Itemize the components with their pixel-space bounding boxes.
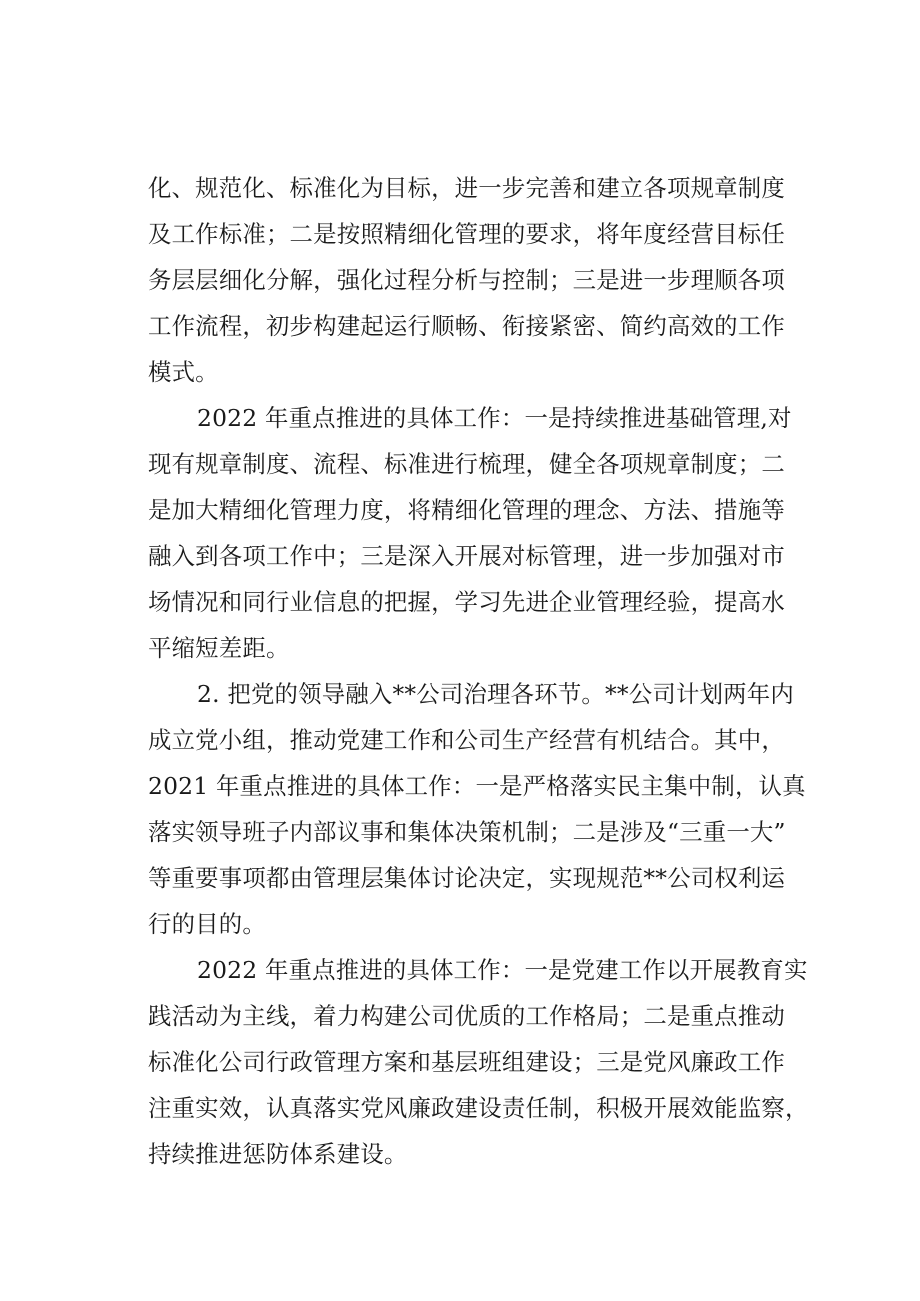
text-line: 等重要事项都由管理层集体讨论决定，实现规范**公司权利运 [148,864,786,892]
text-line: 及工作标准；二是按照精细化管理的要求，将年度经营目标任 [148,220,785,248]
text-line: 落实领导班子内部议事和集体决策机制；二是涉及“三重一大” [148,818,786,846]
text-line: 行的目的。 [148,910,266,938]
text-line: 现有规章制度、流程、标准进行梳理，健全各项规章制度；二 [148,450,785,478]
text-line: 注重实效，认真落实党风廉政建设责任制，积极开展效能监察， [148,1094,809,1122]
paragraph-start: 2022 年重点推进的具体工作：一是党建工作以开展教育实 [197,956,808,984]
text-line: 场情况和同行业信息的把握，学习先进企业管理经验，提高水 [148,588,785,616]
paragraph-start: 2022 年重点推进的具体工作：一是持续推进基础管理,对 [197,404,792,432]
text-line: 工作流程，初步构建起运行顺畅、衔接紧密、简约高效的工作 [148,312,785,340]
text-line: 践活动为主线，着力构建公司优质的工作格局；二是重点推动 [148,1002,785,1030]
text-line: 标准化公司行政管理方案和基层班组建设；三是党风廉政工作 [148,1048,785,1076]
text-line: 是加大精细化管理力度，将精细化管理的理念、方法、措施等 [148,496,785,524]
text-line: 融入到各项工作中；三是深入开展对标管理，进一步加强对市 [148,542,785,570]
text-line: 持续推进惩防体系建设。 [148,1140,408,1168]
text-line: 务层层细化分解，强化过程分析与控制；三是进一步理顺各项 [148,266,785,294]
text-line: 2021 年重点推进的具体工作：一是严格落实民主集中制，认真 [148,772,806,800]
text-line: 成立党小组，推动党建工作和公司生产经营有机结合。其中， [148,726,785,754]
text-line: 化、规范化、标准化为目标，进一步完善和建立各项规章制度 [148,174,785,202]
text-line: 模式。 [148,358,219,386]
text-line: 平缩短差距。 [148,634,290,662]
section-heading-line: 2. 把党的领导融入**公司治理各环节。**公司计划两年内 [197,680,794,708]
